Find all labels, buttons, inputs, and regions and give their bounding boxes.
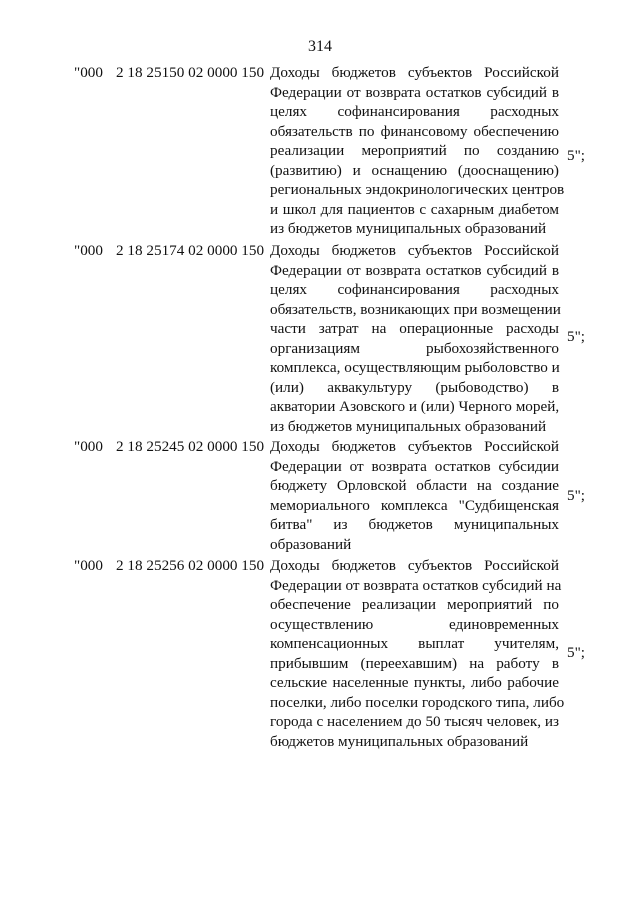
budget-classification-code: 2 18 25174 02 0000 150 <box>116 242 265 259</box>
description-line: Федерации от возврата остатков субсидии <box>270 457 559 475</box>
description-line: сельские населенные пункты, либо рабочие <box>270 674 559 691</box>
description-line: Доходы бюджетов субъектов Российской <box>270 64 559 81</box>
budget-classification-code: 2 18 25256 02 0000 150 <box>116 557 265 574</box>
row-prefix: "000 <box>74 242 103 259</box>
description-line: образований <box>270 535 352 553</box>
row-description <box>270 437 559 554</box>
description-line: из бюджетов муниципальных образований <box>270 417 547 435</box>
description-line: Доходы бюджетов субъектов Российской <box>270 242 559 259</box>
description-line: целях софинансирования расходных <box>270 281 559 298</box>
row-description <box>270 63 565 239</box>
description-line: поселки, либо поселки городского типа, либо <box>270 693 565 711</box>
description-line: акватории Азовского и (или) Черного морей, <box>270 398 560 415</box>
description-line: бюджету Орловской области на создание <box>270 477 559 494</box>
row-prefix: "000 <box>74 64 103 81</box>
description-line: осуществлению единовременных <box>270 615 559 633</box>
description-line: бюджетов муниципальных образований <box>270 732 529 750</box>
row-value: 5"; <box>567 328 586 345</box>
description-line: мемориального комплекса "Судбищенская <box>270 496 559 514</box>
description-line: обязательств по финансовому обеспечению <box>270 122 559 140</box>
row-prefix: "000 <box>74 557 103 574</box>
row-description <box>270 241 559 436</box>
description-line: организациям рыбохозяйственного <box>270 339 559 357</box>
description-line: компенсационных выплат учителям, <box>270 635 559 652</box>
description-line: (развитию) и оснащению (дооснащению) <box>270 161 559 179</box>
description-line: региональных эндокринологических центров <box>270 181 565 198</box>
description-line: реализации мероприятий по созданию <box>270 142 559 159</box>
description-line: комплекса, осуществляющим рыболовство и <box>270 359 560 376</box>
row-prefix: "000 <box>74 438 103 455</box>
budget-classification-code: 2 18 25245 02 0000 150 <box>116 438 265 455</box>
row-value: 5"; <box>567 487 586 504</box>
description-line: Доходы бюджетов субъектов Российской <box>270 557 559 574</box>
description-line: из бюджетов муниципальных образований <box>270 220 547 237</box>
budget-classification-code: 2 18 25150 02 0000 150 <box>116 64 265 81</box>
description-line: Федерации от возврата остатков субсидий в <box>270 261 559 279</box>
description-line: (или) аквакультуру (рыбоводство) в <box>270 378 559 396</box>
description-line: прибывшим (переехавшим) на работу в <box>270 654 559 672</box>
row-description <box>270 556 565 751</box>
description-line: обеспечение реализации мероприятий по <box>270 596 559 613</box>
description-line: битва" из бюджетов муниципальных <box>270 516 559 533</box>
page-number: 314 <box>308 38 332 55</box>
row-value: 5"; <box>567 147 586 164</box>
description-line: Доходы бюджетов субъектов Российской <box>270 438 559 455</box>
description-line: части затрат на операционные расходы <box>270 320 559 337</box>
description-line: Федерации от возврата остатков субсидий в <box>270 83 559 101</box>
description-line: Федерации от возврата остатков субсидий на <box>270 576 562 594</box>
description-line: и школ для пациентов с сахарным диабетом <box>270 200 559 218</box>
description-line: целях софинансирования расходных <box>270 103 559 120</box>
row-value: 5"; <box>567 644 586 661</box>
description-line: города с населением до 50 тысяч человек, из <box>270 713 559 730</box>
description-line: обязательств, возникающих при возмещении <box>270 300 561 318</box>
